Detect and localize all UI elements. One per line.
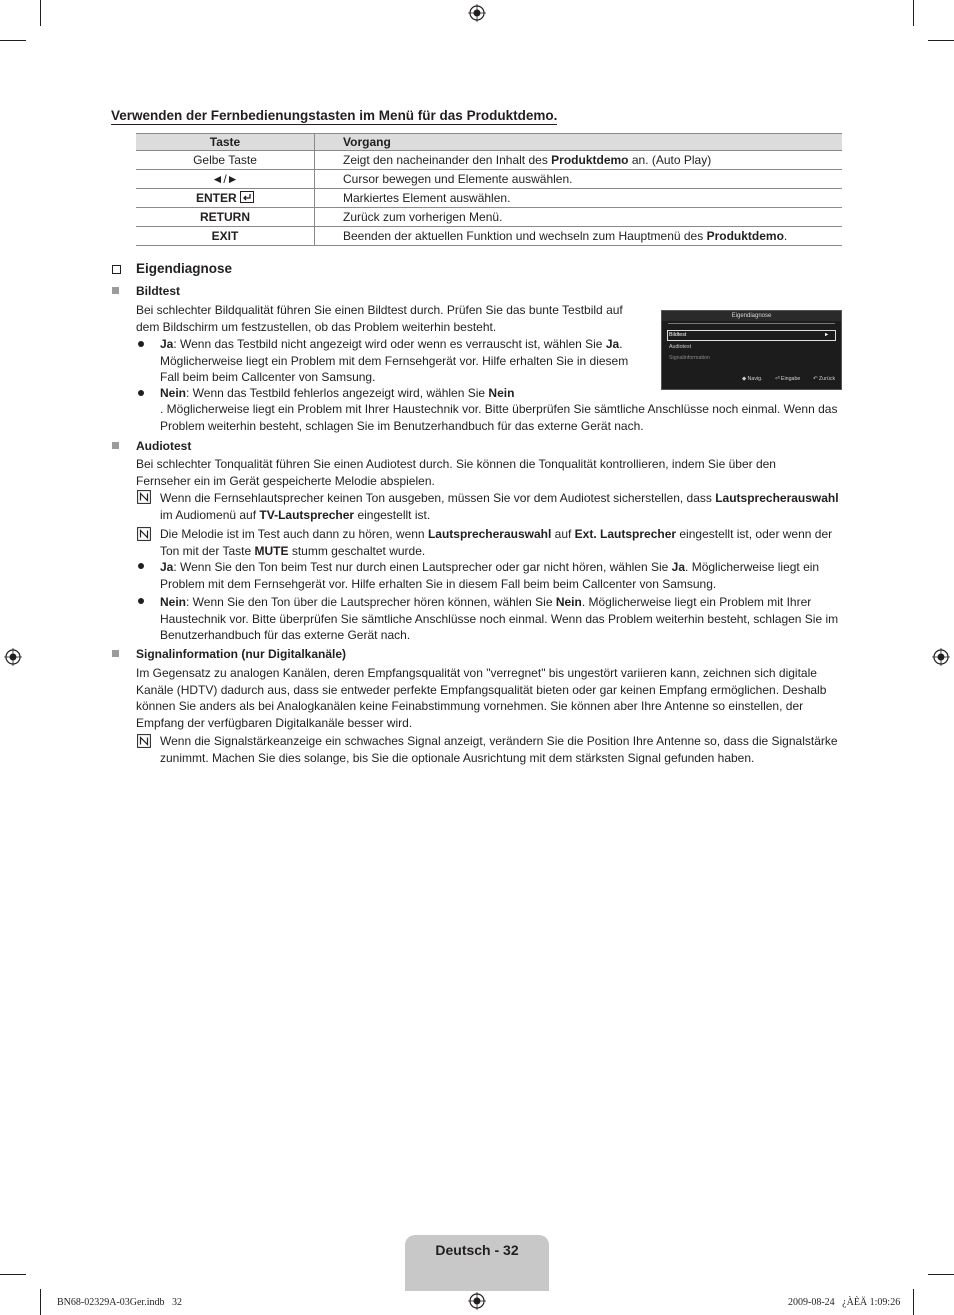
crop-mark — [913, 0, 914, 26]
crop-mark — [928, 1274, 954, 1275]
tv-menu-item: Signalinformation — [669, 355, 710, 361]
signal-note: Wenn die Signalstärkeanzeige ein schwaches Signal anzeigt, verändern Sie die Position Ihre Antenne so, dass die Signalstärke zunimmt. Machen Sie dies solange, bis Sie die optionale Ausrichtung mit dem stärksten Signal gefunden haben. — [160, 734, 838, 765]
note-icon — [137, 527, 151, 541]
enter-icon — [240, 191, 254, 203]
checkbox-icon — [112, 265, 121, 274]
tv-menu-item: Audiotest — [669, 344, 692, 350]
audiotest-nein-item: Nein: Wenn Sie den Ton über die Lautsprecher hören können, wählen Sie Nein. Möglicherweise liegt ein Problem mit Ihrer Haustechnik vor. Bitte überprüfen Sie sämtliche Anschlüsse noch einmal. Wenn das Problem weiterhin besteht, schlagen Sie im Benutzerhandbuch für das externe Gerät nach. — [160, 595, 839, 642]
action-cell: Zurück zum vorherigen Menü. — [315, 208, 843, 227]
print-slug-right: 2009-08-24 ¿ÀÈÄ 1:09:26 — [788, 1297, 901, 1308]
key-cell: EXIT — [136, 227, 315, 246]
bullet-icon — [138, 598, 144, 604]
action-cell: Cursor bewegen und Elemente auswählen. — [315, 170, 843, 189]
registration-mark-icon — [468, 4, 486, 22]
action-cell: Zeigt den nacheinander den Inhalt des Produktdemo an. (Auto Play) — [315, 151, 843, 170]
bullet-icon — [138, 341, 144, 347]
bullet-icon — [138, 563, 144, 569]
registration-mark-icon — [468, 1292, 486, 1310]
crop-mark — [928, 40, 954, 41]
bildtest-nein-continuation: . Möglicherweise liegt ein Problem mit Ihrer Haustechnik vor. Bitte überprüfen Sie sämtliche Anschlüsse noch einmal. Wenn das Problem weiterhin besteht, schlagen Sie im Benutzerhandbuch für das externe Gerät nach. — [160, 402, 838, 433]
subsection-title: Eigendiagnose — [136, 261, 233, 276]
audiotest-ja-item: Ja: Wenn Sie den Ton beim Test nur durch einen Lautsprecher oder gar nicht hören, wählen Sie Ja. Möglicherweise liegt ein Problem mit dem Fernsehgerät vor. Hilfe erhalten Sie in diesem Fall beim beim Callcenter von Samsung. — [160, 560, 820, 591]
table-row — [136, 151, 842, 170]
audiotest-note-2: Die Melodie ist im Test auch dann zu hören, wenn Lautsprecherauswahl auf Ext. Lautsprecher eingestellt ist, oder wenn der Ton mit der Taste MUTE stumm geschaltet wurde. — [160, 527, 833, 558]
page-number: Deutsch - 32 — [435, 1242, 519, 1258]
bildtest-intro: Bei schlechter Bildqualität führen Sie einen Bildtest durch. Prüfen Sie das bunte Testbild auf dem Bildschirm um festzustellen, ob das Problem weiterhin besteht. — [136, 303, 623, 334]
tv-menu-item: Bildtest — [669, 332, 687, 338]
crop-mark — [0, 40, 26, 41]
audiotest-intro: Bei schlechter Tonqualität führen Sie einen Audiotest durch. Sie können die Tonqualität kontrollieren, indem Sie über den Fernseher ein im Gerät gespeicherte Melodie abspielen. — [136, 457, 776, 488]
tv-footer-eingabe: ⏎ Eingabe — [775, 376, 801, 382]
square-bullet-icon — [112, 650, 119, 657]
table-header-row — [136, 134, 842, 151]
note-icon — [137, 734, 151, 748]
key-cell: ◄/► — [136, 170, 315, 189]
signal-title: Signalinformation (nur Digitalkanäle) — [136, 647, 347, 661]
tv-menu-screenshot — [661, 310, 842, 390]
section-heading: Verwenden der Fernbedienungstasten im Menü für das Produktdemo. — [111, 108, 558, 123]
remote-keys-table — [136, 133, 842, 246]
column-header-action: Vorgang — [315, 134, 843, 151]
audiotest-note-1: Wenn die Fernsehlautsprecher keinen Ton ausgeben, müssen Sie vor dem Audiotest sicherstellen, dass Lautsprecherauswahl im Audiomenü auf TV-Lautsprecher eingestellt ist. — [160, 491, 839, 522]
column-header-key: Taste — [136, 134, 315, 151]
note-icon — [137, 490, 151, 504]
table-row — [136, 189, 842, 208]
crop-mark — [913, 1289, 914, 1315]
crop-mark — [0, 1274, 26, 1275]
action-cell: Beenden der aktuellen Funktion und wechseln zum Hauptmenü des Produktdemo. — [315, 227, 843, 246]
tv-footer-zurueck: ↶ Zurück — [813, 376, 836, 382]
square-bullet-icon — [112, 442, 119, 449]
tv-footer-navig: ◆ Navig. — [742, 376, 763, 382]
print-slug-left: BN68-02329A-03Ger.indb 32 — [57, 1297, 182, 1308]
key-cell: RETURN — [136, 208, 315, 227]
bildtest-nein-item: Nein: Wenn das Testbild fehlerlos angezeigt wird, wählen Sie Nein — [160, 386, 515, 400]
square-bullet-icon — [112, 287, 119, 294]
crop-mark — [40, 1289, 41, 1315]
audiotest-title: Audiotest — [136, 439, 192, 453]
table-row — [136, 208, 842, 227]
bildtest-title: Bildtest — [136, 284, 181, 298]
table-row — [136, 227, 842, 246]
key-cell: ENTER — [136, 189, 315, 208]
registration-mark-icon — [932, 648, 950, 666]
bullet-icon — [138, 390, 144, 396]
registration-mark-icon — [4, 648, 22, 666]
tv-arrow-icon: ► — [824, 332, 830, 338]
tv-selection-box — [667, 330, 836, 341]
tv-menu-title: Eigendiagnose — [662, 311, 841, 321]
crop-mark — [40, 0, 41, 26]
key-cell: Gelbe Taste — [136, 151, 315, 170]
tv-divider — [668, 323, 835, 324]
table-row — [136, 170, 842, 189]
action-cell: Markiertes Element auswählen. — [315, 189, 843, 208]
bildtest-ja-item: Ja: Wenn das Testbild nicht angezeigt wird oder wenn es verrauscht ist, wählen Sie Ja. Möglicherweise liegt ein Problem mit dem Fernsehgerät vor. Hilfe erhalten Sie in diesem Fall beim beim Callcenter von Samsung. — [160, 337, 629, 384]
signal-intro: Im Gegensatz zu analogen Kanälen, deren Empfangsqualität von "verregnet" bis ungestört variieren kann, zeichnen sich digitale Kanäle (HDTV) dadurch aus, dass sie entweder perfekte Empfangsqualität bieten oder gar keinen Empfang ermöglichen. Deshalb können Sie anders als bei Analogkanälen keine Feinabstimmung vornehmen. Sie können aber Ihre Antenne so einstellen, der Empfang der verfügbaren Digitalkanäle besser wird. — [136, 666, 827, 730]
